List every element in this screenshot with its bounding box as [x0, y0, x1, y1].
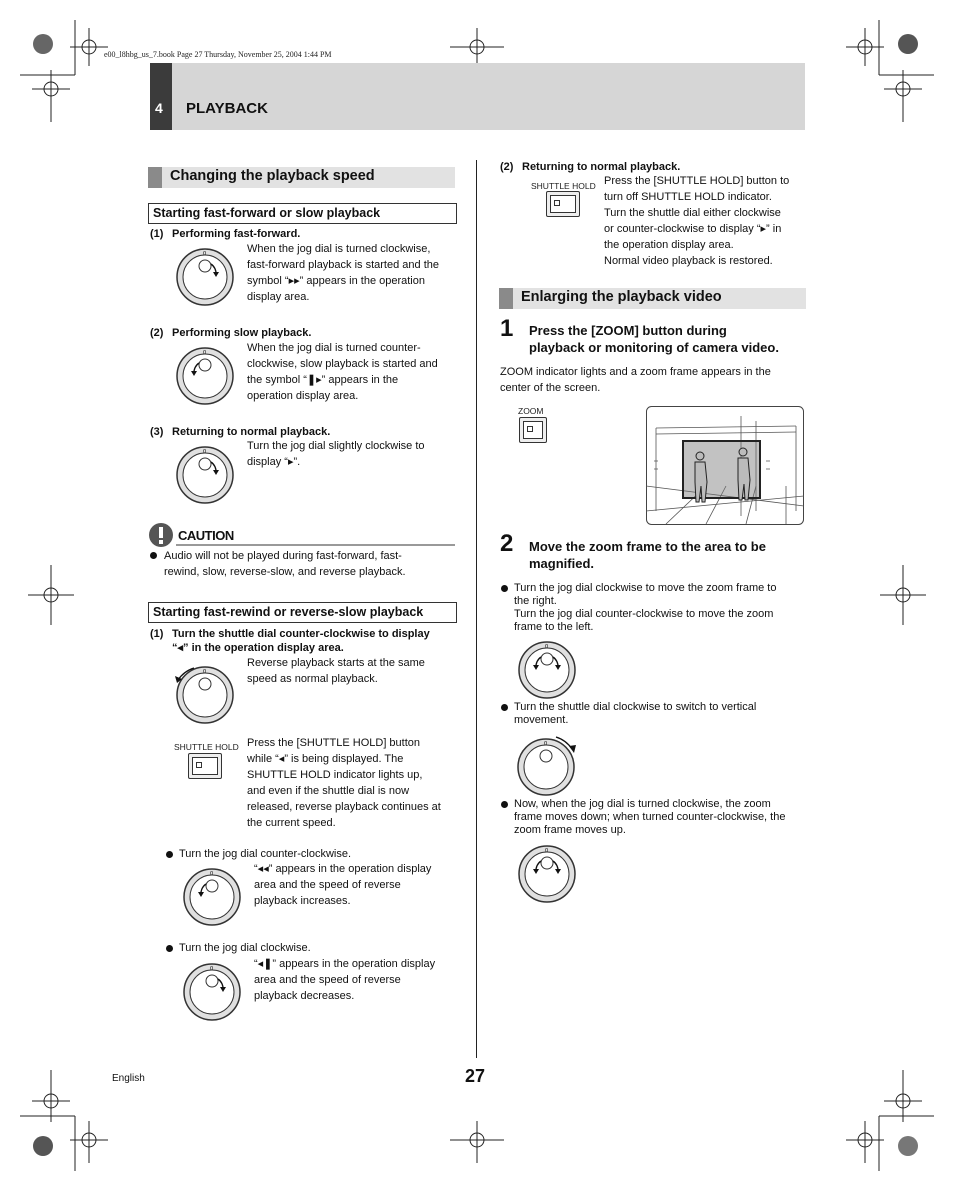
reverse-symbol-icon: ◂ [278, 753, 285, 765]
step-title: Turn the shuttle dial counter-clockwise to display “◂” in the operation display area. [172, 628, 430, 654]
reverse-playback-desc: Reverse playback starts at the same speed as normal playback. [247, 657, 425, 685]
bullet-text: Now, when the jog dial is turned clockwise, the zoom frame moves down; when turned counter-clockwise, the zoom frame moves up. [514, 798, 786, 836]
subhead-fast-forward: Starting fast-forward or slow playback [148, 203, 457, 224]
reverse-slow-desc: “◂❚” appears in the operation display area and the speed of reverse playback decreases. [254, 958, 436, 1002]
jog-dial-both-directions-icon [518, 640, 578, 700]
svg-text:0: 0 [203, 251, 207, 257]
fast-rewind-symbol-icon: ◂◂ [257, 863, 269, 875]
footer-language: English [112, 1073, 145, 1084]
svg-text:0: 0 [545, 644, 549, 650]
subhead-fast-rewind: Starting fast-rewind or reverse-slow playback [148, 602, 457, 623]
fast-forward-symbol-icon: ▸▸ [288, 275, 300, 287]
bullet-dot [166, 945, 173, 952]
jog-dial-counterclockwise-icon [183, 867, 243, 927]
chapter-header [150, 63, 805, 130]
shuttle-hold-button[interactable] [546, 191, 580, 217]
step-big-number: 1 [500, 315, 514, 342]
step-heading: Move the zoom frame to the area to be magnified. [529, 539, 766, 571]
zoom-frame-illustration [646, 406, 804, 526]
shuttle-hold-desc: Press the [SHUTTLE HOLD] button while “◂” is being displayed. The SHUTTLE HOLD indicator lights up, and even if the shuttle dial is now released, reverse playback continues at the current speed. [247, 737, 441, 829]
bullet-dot [150, 552, 157, 559]
chapter-title: PLAYBACK [186, 100, 268, 117]
step-number: (2) [150, 327, 164, 339]
step-big-number: 2 [500, 530, 514, 557]
svg-text:0: 0 [203, 350, 207, 356]
step-title: Returning to normal playback. [172, 426, 331, 438]
step-heading: Press the [ZOOM] button during playback or monitoring of camera video. [529, 323, 779, 355]
svg-text:0: 0 [203, 669, 207, 675]
step-number: (1) [150, 228, 164, 240]
jog-dial-clockwise-icon [183, 962, 243, 1022]
section-title-enlarging: Enlarging the playback video [499, 288, 806, 309]
shuttle-dial-counterclockwise-icon [172, 664, 238, 726]
zoom-button[interactable] [519, 417, 547, 443]
jog-dial-counterclockwise-icon [176, 346, 236, 406]
indicator-icon [527, 426, 533, 432]
caution-rule [176, 544, 455, 546]
shuttle-hold-button[interactable] [188, 753, 222, 779]
section-title-playback-speed: Changing the playback speed [148, 167, 455, 188]
bullet-dot [166, 851, 173, 858]
book-info-line: e00_l8hbg_us_7.book Page 27 Thursday, November 25, 2004 1:44 PM [104, 50, 332, 59]
return-normal-desc: Press the [SHUTTLE HOLD] button to turn off SHUTTLE HOLD indicator. Turn the shuttle dial either clockwise or counter-clockwise to display “▸” in the operation display area. Normal video playback is restored. [604, 175, 790, 267]
play-symbol-icon: ▸ [287, 456, 294, 468]
fast-forward-desc: When the jog dial is turned clockwise, fast-forward playback is started and the symbol “▸▸” appears in the operation display area. [247, 243, 439, 303]
step-title: Performing slow playback. [172, 327, 312, 339]
normal-playback-desc: Turn the jog dial slightly clockwise to display “▸”. [247, 440, 425, 468]
caution-label: CAUTION [178, 528, 234, 543]
zoom-desc: ZOOM indicator lights and a zoom frame appears in the center of the screen. [500, 366, 771, 394]
indicator-icon [554, 200, 560, 206]
bullet-text: Turn the jog dial counter-clockwise. [179, 848, 352, 860]
svg-text:0: 0 [210, 966, 214, 972]
indicator-icon [196, 762, 202, 768]
bullet-dot [501, 704, 508, 711]
caution-text: Audio will not be played during fast-forward, fast- rewind, slow, reverse-slow, and reverse playback. [164, 550, 406, 578]
bullet-dot [501, 801, 508, 808]
step-number: (1) [150, 628, 164, 640]
bullet-text: Turn the jog dial clockwise to move the zoom frame to the right. Turn the jog dial counter-clockwise to move the zoom frame to the left. [514, 582, 777, 633]
reverse-slow-symbol-icon: ◂❚ [257, 958, 273, 970]
step-number: (3) [150, 426, 164, 438]
step-number: (2) [500, 161, 514, 173]
jog-dial-clockwise-icon [176, 445, 236, 505]
svg-text:0: 0 [544, 741, 548, 747]
slow-symbol-icon: ❚▸ [306, 374, 322, 386]
reverse-symbol-icon: ◂ [177, 642, 184, 654]
zoom-label: ZOOM [518, 406, 544, 416]
jog-dial-both-directions-icon [518, 844, 578, 904]
svg-text:0: 0 [203, 449, 207, 455]
slow-playback-desc: When the jog dial is turned counter- clockwise, slow playback is started and the symbol “❚▸” appears in the operation display area. [247, 342, 438, 402]
page-number: 27 [465, 1066, 486, 1086]
shuttle-dial-clockwise-icon [516, 734, 582, 796]
jog-dial-clockwise-icon [176, 247, 236, 307]
step-title: Performing fast-forward. [172, 228, 301, 240]
bullet-dot [501, 585, 508, 592]
fast-rewind-desc: “◂◂” appears in the operation display area and the speed of reverse playback increases. [254, 863, 432, 907]
bullet-text: Turn the shuttle dial clockwise to switch to vertical movement. [514, 701, 757, 726]
step-title: Returning to normal playback. [522, 161, 681, 173]
svg-text:0: 0 [210, 871, 214, 877]
bullet-text: Turn the jog dial clockwise. [179, 942, 311, 954]
shuttle-hold-label: SHUTTLE HOLD [531, 181, 596, 191]
play-symbol-icon: ▸ [760, 223, 767, 235]
caution-icon [148, 522, 176, 550]
column-divider [476, 160, 477, 1058]
shuttle-hold-label: SHUTTLE HOLD [174, 742, 239, 752]
chapter-number: 4 [150, 63, 172, 130]
svg-text:0: 0 [545, 848, 549, 854]
